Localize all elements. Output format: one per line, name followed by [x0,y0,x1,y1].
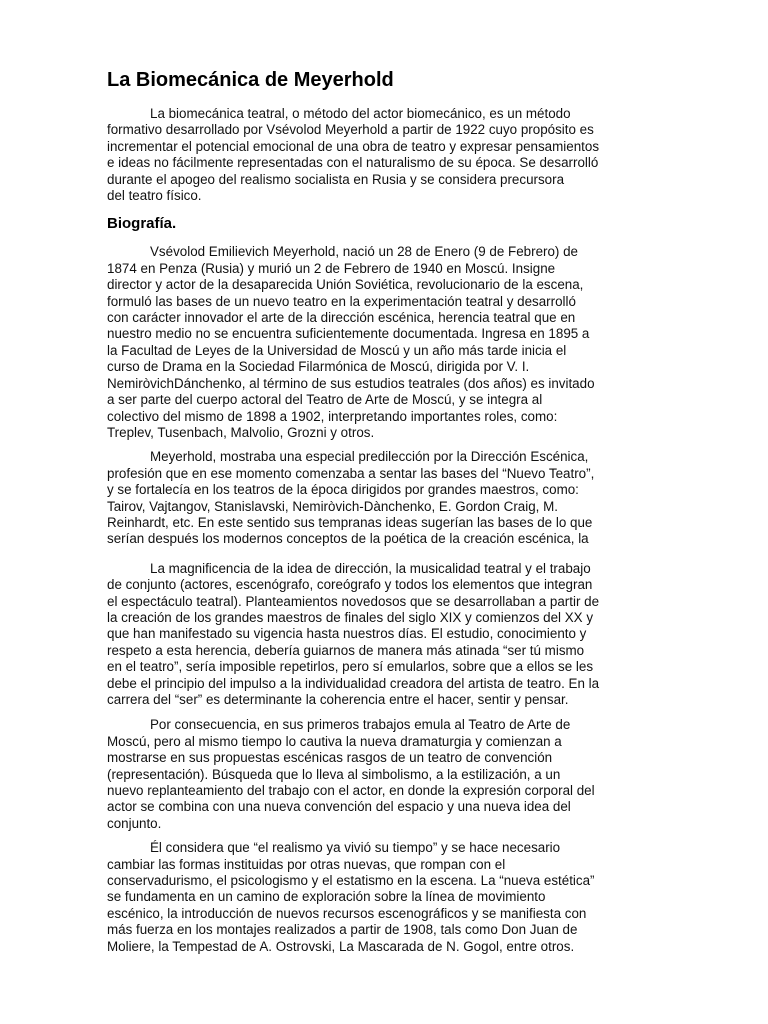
text-line: más fuerza en los montajes realizados a partir de 1908, tals como Don Juan de [107,922,578,938]
text-line: en el teatro”, sería imposible repetirlos, pero sí emularlos, sobre que a ellos se les [107,659,594,675]
text-line: debe el principio del impulso a la individualidad creadora del artista de teatro. En la [107,675,600,691]
intro-paragraph [107,106,662,204]
section-heading: Biografía. [107,215,177,233]
body-paragraph-2 [107,449,662,547]
text-line: nuevo replanteamiento del trabajo con el actor, en donde la expresión corporal del [107,783,595,799]
document-title: La Biomecánica de Meyerhold [107,69,394,91]
text-line: nuestro medio no se encuentra suficientemente documentada. Ingresa en 1895 a [107,326,590,342]
text-line: curso de Drama en la Sociedad Filarmónica de Moscú, dirigida por V. I. [107,359,530,375]
text-line: del teatro físico. [107,188,202,204]
text-line: colectivo del mismo de 1898 a 1902, interpretando importantes roles, como: [107,408,558,424]
text-line: la Facultad de Leyes de la Universidad de Moscú y un año más tarde inicia el [107,342,567,358]
text-line: el espectáculo teatral). Planteamientos novedosos que se desarrollaban a partir de [107,593,600,609]
text-line: mostrarse en sus propuestas escénicas rasgos de un teatro de convención [107,750,553,766]
document-page [107,68,662,963]
text-line: respeto a esta herencia, debería guiarnos de manera más atinada “ser tú mismo [107,642,585,658]
text-line: con carácter innovador el arte de la dirección escénica, herencia teatral que en [107,310,576,326]
text-line: Moliere, la Tempestad de A. Ostrovski, La Mascarada de N. Gogol, entre otros. [107,938,575,954]
body-paragraph-1 [107,244,662,441]
text-line: Meyerhold, mostraba una especial predilección por la Dirección Escénica, [150,449,589,465]
text-line: a ser parte del cuerpo actoral del Teatro de Arte de Moscú, y se integra al [107,392,543,408]
text-line: Moscú, pero al mismo tiempo lo cautiva la nueva dramaturgia y comienzan a [107,733,562,749]
text-line: actor se combina con una nueva convención del espacio y una nueva idea del [107,799,571,815]
body-paragraph-5 [107,840,662,955]
text-line: La biomecánica teatral, o método del actor biomecánico, es un método [150,106,571,121]
text-line: Treplev, Tusenbach, Malvolio, Grozni y otros. [107,424,375,440]
text-line: conservadurismo, el psicologismo y el estatismo en la escena. La “nueva estética” [107,873,595,889]
text-line: Vsévolod Emilievich Meyerhold, nació un 28 de Enero (9 de Febrero) de [150,244,578,260]
body-paragraph-3 [107,561,662,709]
text-line: serían después los modernos conceptos de la poética de la creación escénica, la [107,531,589,547]
text-line: escénico, la introducción de nuevos recursos escenográficos y se manifiesta con [107,905,587,921]
text-line: Reinhardt, etc. En este sentido sus tempranas ideas sugerían las bases de lo que [107,514,593,530]
text-line: e ideas no fácilmente representadas con el naturalismo de su época. Se desarrolló [107,155,599,171]
text-line: formativo desarrollado por Vsévolod Meyerhold a partir de 1922 cuyo propósito es [107,122,594,138]
text-line: formuló las bases de un nuevo teatro en la experimentación teatral y desarrolló [107,293,576,309]
text-line: la creación de los grandes maestros de finales del siglo XIX y comienzos del XX y [107,609,594,625]
text-line: incrementar el potencial emocional de una obra de teatro y expresar pensamientos [107,138,600,154]
text-line: conjunto. [107,815,162,831]
text-line: 1874 en Penza (Rusia) y murió un 2 de Febrero de 1940 en Moscú. Insigne [107,260,556,276]
text-line: y se fortalecía en los teatros de la época dirigidos por grandes maestros, como: [107,482,579,498]
text-line: Él considera que “el realismo ya vivió su tiempo” y se hace necesario [150,840,561,856]
text-line: (representación). Búsqueda que lo lleva al simbolismo, a la estilización, a un [107,766,561,782]
text-line: de conjunto (actores, escenógrafo, coreógrafo y todos los elementos que integran [107,577,593,593]
text-line: Por consecuencia, en sus primeros trabajos emula al Teatro de Arte de [150,717,571,733]
text-line: que han manifestado su vigencia hasta nuestros días. El estudio, conocimiento y [107,626,587,642]
text-line: profesión que en ese momento comenzaba a sentar las bases del “Nuevo Teatro”, [107,465,595,481]
text-line: cambiar las formas instituidas por otras nuevas, que rompan con el [107,856,506,872]
text-line: se fundamenta en un camino de exploración sobre la línea de movimiento [107,889,546,905]
text-line: NemiròvichDánchenko, al término de sus estudios teatrales (dos años) es invitado [107,375,595,391]
text-line: Tairov, Vajtangov, Stanislavski, Nemiròvich-Dànchenko, E. Gordon Craig, M. [107,498,558,514]
text-line: carrera del “ser” es determinante la coherencia entre el hacer, sentir y pensar. [107,692,569,707]
text-line: La magnificencia de la idea de dirección, la musicalidad teatral y el trabajo [150,560,591,576]
text-line: director y actor de la desaparecida Unión Soviética, revolucionario de la escena, [107,277,584,293]
body-paragraph-4 [107,717,662,832]
text-line: durante el apogeo del realismo socialista en Rusia y se considera precursora [107,171,565,187]
